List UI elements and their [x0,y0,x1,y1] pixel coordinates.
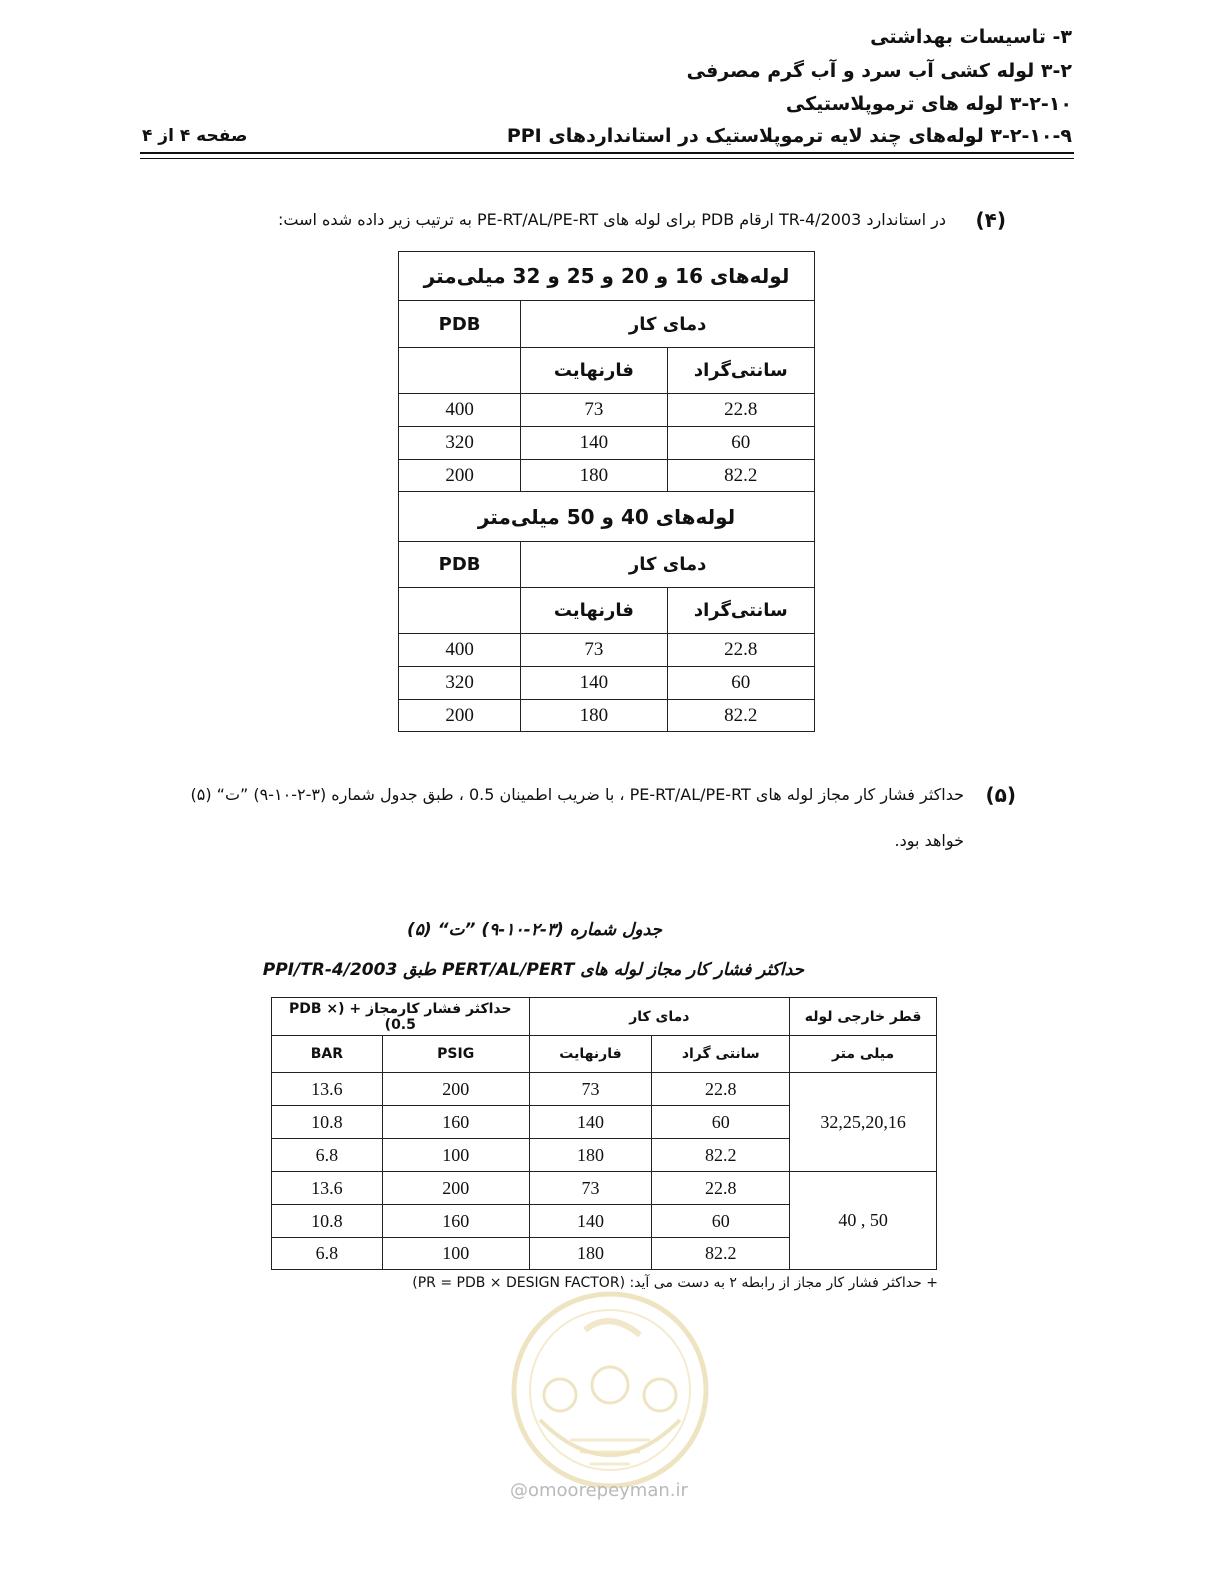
pdb-table-small-pipes [398,251,815,492]
bar-cell: 13.6 [272,1073,383,1106]
page-number: صفحه ۴ از ۴ [142,126,248,146]
item-number-5: (۵) [985,783,1016,807]
fahrenheit-cell: 140 [521,667,667,700]
fahrenheit-cell: 180 [529,1139,652,1172]
fahrenheit-cell: 73 [521,634,667,667]
celsius-cell: 60 [652,1205,790,1238]
celsius-cell: 82.2 [667,700,814,732]
pdb-cell: 320 [399,667,521,700]
header-rule [140,152,1074,154]
bar-cell: 13.6 [272,1172,383,1205]
psig-header: PSIG [382,1036,529,1073]
max-pressure-table [271,997,937,1270]
celsius-cell: 22.8 [652,1073,790,1106]
watermark-url [510,1480,688,1501]
item-5-text-line1: حداکثر فشار کار مجاز لوله های PE-RT/AL/PE-RT ، با ضریب اطمینان 0.5 ، طبق جدول شماره (۳-۲-۱۰-۹) ”ت“ (۵) [190,785,964,804]
psig-cell: 200 [382,1172,529,1205]
pdb-cell: 200 [399,700,521,732]
pdb-cell: 400 [399,634,521,667]
section-heading: ۳- تاسیسات بهداشتی [870,26,1072,48]
pdb-header: PDB [399,301,521,348]
fahrenheit-cell: 73 [521,394,667,427]
celsius-cell: 82.2 [652,1238,790,1270]
fahrenheit-cell: 180 [529,1238,652,1270]
fahrenheit-cell: 73 [529,1073,652,1106]
fahrenheit-header: فارنهایت [521,348,667,394]
fahrenheit-cell: 180 [521,700,667,732]
psig-cell: 200 [382,1073,529,1106]
diameter-group-cell: 32,25,20,16 [790,1073,937,1172]
fahrenheit-cell: 140 [529,1205,652,1238]
fahrenheit-cell: 180 [521,460,667,492]
celsius-cell: 22.8 [667,394,814,427]
psig-cell: 100 [382,1238,529,1270]
celsius-cell: 60 [667,667,814,700]
celsius-header: سانتی‌گراد [667,588,814,634]
table-caption: لوله‌های 40 و 50 میلی‌متر [399,492,815,542]
bar-cell: 10.8 [272,1205,383,1238]
item-4-text: در استاندارد TR-4/2003 ارقام PDB برای لوله های PE-RT/AL/PE-RT به ترتیب زیر داده شده است: [277,210,946,229]
item-number-4: (۴) [975,208,1006,232]
subsubsection-heading: ۳-۲-۱۰ لوله های ترموپلاستیکی [785,93,1072,115]
celsius-cell: 22.8 [667,634,814,667]
bar-header: BAR [272,1036,383,1073]
fahrenheit-header: فارنهایت [521,588,667,634]
celsius-header: سانتی گراد [652,1036,790,1073]
fahrenheit-cell: 140 [521,427,667,460]
fahrenheit-cell: 73 [529,1172,652,1205]
celsius-cell: 60 [667,427,814,460]
watermark-url-text: omoorepeyman.ir [528,1480,688,1501]
at-icon: @ [510,1480,528,1501]
bar-cell: 6.8 [272,1139,383,1172]
celsius-cell: 60 [652,1106,790,1139]
celsius-header: سانتی‌گراد [667,348,814,394]
diameter-header: قطر خارجی لوله [790,998,937,1036]
temp-header: دمای کار [521,542,815,588]
celsius-cell: 82.2 [667,460,814,492]
table-number-caption: جدول شماره (۳-۲-۱۰-۹) ”ت“ (۵) [406,920,662,940]
pressure-header: حداکثر فشار کارمجاز + (PDB × 0.5) [272,998,530,1036]
psig-cell: 160 [382,1106,529,1139]
empty-cell [399,588,521,634]
bar-cell: 6.8 [272,1238,383,1270]
psig-cell: 100 [382,1139,529,1172]
pdb-cell: 320 [399,427,521,460]
table-caption: لوله‌های 16 و 20 و 25 و 32 میلی‌متر [399,252,815,301]
psig-cell: 160 [382,1205,529,1238]
celsius-cell: 82.2 [652,1139,790,1172]
celsius-cell: 22.8 [652,1172,790,1205]
pdb-cell: 200 [399,460,521,492]
fahrenheit-header: فارنهایت [529,1036,652,1073]
document-title: ۳-۲-۱۰-۹ لوله‌های چند لایه ترموپلاستیک در استانداردهای PPI [506,125,1072,147]
watermark-seal-icon [500,1290,720,1500]
bar-cell: 10.8 [272,1106,383,1139]
diameter-group-cell: 50 , 40 [790,1172,937,1270]
pdb-header: PDB [399,542,521,588]
table-footnote: + حداکثر فشار کار مجاز از رابطه ۲ به دست می آید: (PR = PDB × DESIGN FACTOR) [412,1275,938,1291]
pdb-cell: 400 [399,394,521,427]
empty-cell [399,348,521,394]
temp-header: دمای کار [529,998,790,1036]
pdb-table-large-pipes [398,491,815,732]
item-5-text-line2: خواهد بود. [894,831,964,850]
subsection-heading: ۳-۲ لوله کشی آب سرد و آب گرم مصرفی [686,60,1072,82]
temp-header: دمای کار [521,301,815,348]
mm-header: میلی متر [790,1036,937,1073]
table-title-caption: حداکثر فشار کار مجاز لوله های PERT/AL/PERT طبق PPI/TR-4/2003 [262,960,804,980]
fahrenheit-cell: 140 [529,1106,652,1139]
header-rule-thin [140,158,1074,159]
